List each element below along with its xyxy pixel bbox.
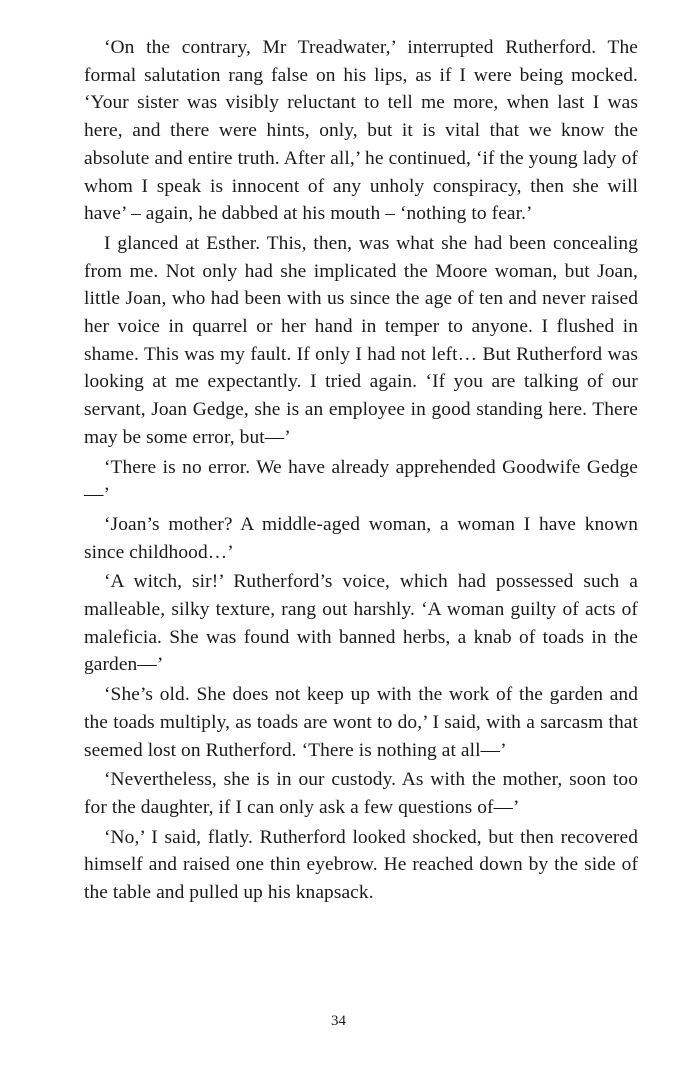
paragraph: I glanced at Esther. This, then, was what she had been concealing from me. Not only had she implicated the Moore woman, but Joan, little Joan, who had been with us since the age of ten and never raised her voice in quarrel or her hand in temper to anyone. I flushed in shame. This was my fault. If only I had not left… But Rutherford was looking at me expectantly. I tried again. ‘If you are talking of our servant, Joan Gedge, she is an employee in good standing here. There may be some error, but—’ bbox=[84, 232, 638, 448]
paragraph: ‘A witch, sir!’ Rutherford’s voice, which had possessed such a malleable, silky texture, rang out harshly. ‘A woman guilty of acts of maleficia. She was found with banned herbs, a knab of toads in the garden—’ bbox=[84, 571, 638, 676]
paragraph: ‘There is no error. We have already apprehended Goodwife Gedge—’ bbox=[84, 456, 638, 506]
paragraph: ‘No,’ I said, flatly. Rutherford looked shocked, but then recovered himself and raised one thin eyebrow. He reached down by the side of the table and pulled up his knapsack. bbox=[84, 826, 638, 904]
paragraph: ‘Joan’s mother? A middle-aged woman, a woman I have known since childhood…’ bbox=[84, 513, 638, 563]
paragraph: ‘On the contrary, Mr Treadwater,’ interrupted Rutherford. The formal salutation rang false on his lips, as if I were being mocked. ‘Your sister was visibly reluctant to tell me more, when last I was here, and there were hints, only, but it is vital that we know the absolute and entire truth. After all,’ he continued, ‘if the young lady of whom I speak is innocent of any unholy conspiracy, then she will have’ – again, he dabbed at his mouth – ‘nothing to fear.’ bbox=[84, 37, 638, 225]
page-number: 34 bbox=[331, 1013, 346, 1029]
body-text bbox=[84, 34, 638, 909]
paragraph: ‘She’s old. She does not keep up with the work of the garden and the toads multiply, as toads are wont to do,’ I said, with a sarcasm that seemed lost on Rutherford. ‘There is nothing at all—’ bbox=[84, 684, 638, 761]
paragraph: ‘Nevertheless, she is in our custody. As with the mother, soon too for the daughter, if I can only ask a few questions of—’ bbox=[84, 769, 638, 818]
